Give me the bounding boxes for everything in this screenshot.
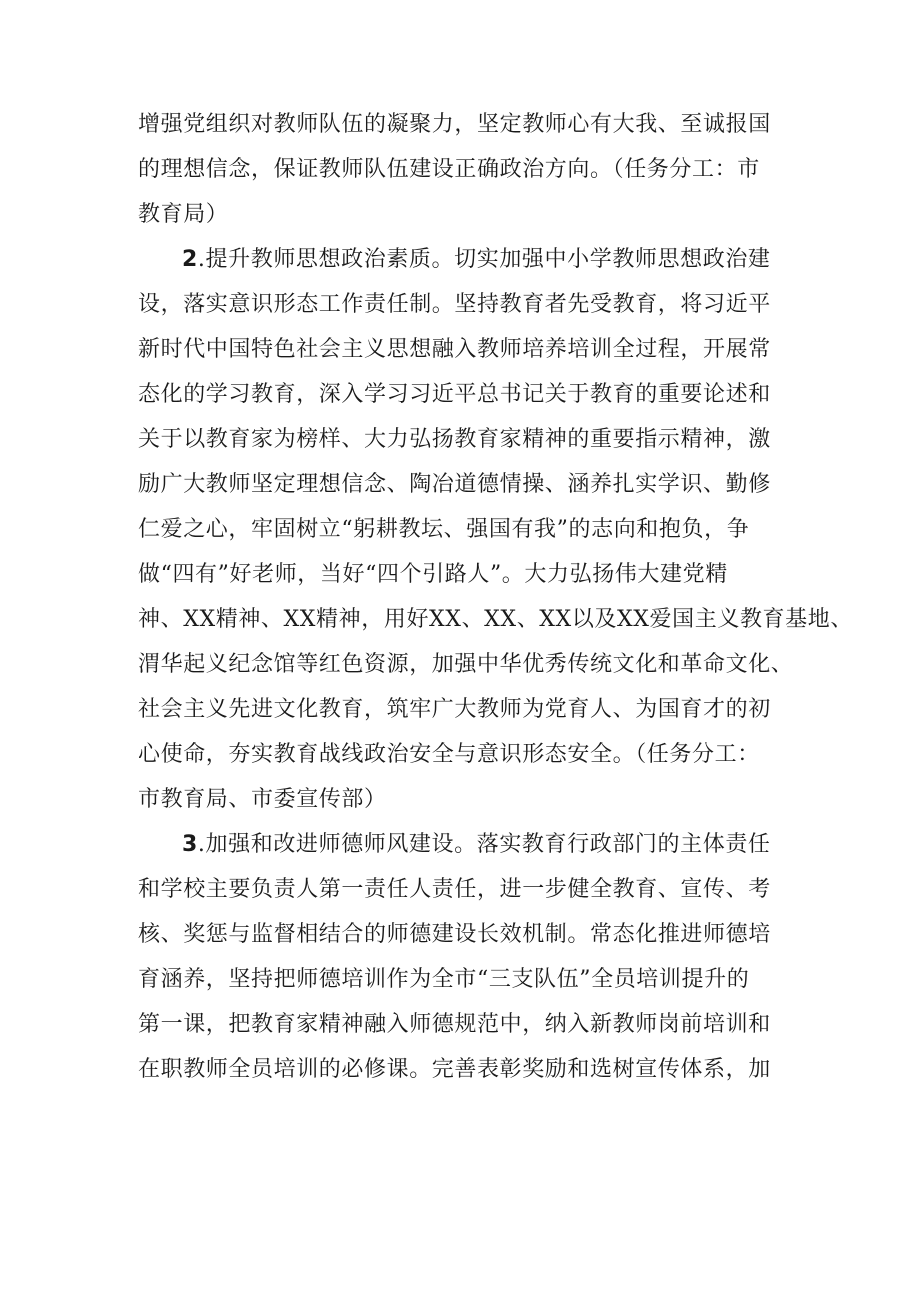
text-line: 励广大教师坚定理想信念、陶冶道德情操、涵养扎实学识、勤修: [138, 472, 771, 497]
text-line: 第一课，把教育家精神融入师德规范中，纳入新教师岗前培训和: [138, 1012, 771, 1037]
text-line: 新时代中国特色社会主义思想融入教师培养培训全过程，开展常: [138, 337, 771, 362]
paragraph-3: [138, 822, 794, 1092]
text-line: 的理想信念，保证教师队伍建设正确政治方向。（任务分工：市: [138, 157, 760, 182]
text-line: 增强党组织对教师队伍的凝聚力，坚定教师心有大我、至诚报国: [138, 112, 771, 137]
text-line: 育涵养，坚持把师德培训作为全市“三支队伍”全员培训提升的: [138, 967, 750, 992]
text-line: .提升教师思想政治素质。切实加强中小学教师思想政治建: [197, 247, 771, 272]
text-line: 做“四有”好老师，当好“四个引路人”。大力弘扬伟大建党精: [138, 562, 728, 587]
paragraph-heading-line: [138, 237, 794, 282]
text-line: 教育局）: [138, 202, 229, 227]
text-line: .加强和改进师德师风建设。落实教育行政部门的主体责任: [197, 832, 771, 857]
paragraph-number: 2: [182, 247, 198, 272]
paragraph-2: [138, 237, 853, 822]
text-line: 设，落实意识形态工作责任制。坚持教育者先受教育，将习近平: [138, 292, 771, 317]
text-line: 市教育局、市委宣传部）: [138, 787, 387, 812]
text-line: 社会主义先进文化教育，筑牢广大教师为党育人、为国育才的初: [138, 697, 771, 722]
text-line: 态化的学习教育，深入学习习近平总书记关于教育的重要论述和: [138, 382, 771, 407]
text-line: 和学校主要负责人第一责任人责任，进一步健全教育、宣传、考: [138, 877, 771, 902]
paragraph-number: 3: [182, 832, 198, 857]
text-line: 关于以教育家为榜样、大力弘扬教育家精神的重要指示精神，激: [138, 427, 771, 452]
text-line: 在职教师全员培训的必修课。完善表彰奖励和选树宣传体系，加: [138, 1057, 771, 1082]
text-line: 心使命，夯实教育战线政治安全与意识形态安全。（任务分工：: [138, 742, 760, 767]
text-line: 核、奖惩与监督相结合的师德建设长效机制。常态化推进师德培: [138, 922, 771, 947]
paragraph-heading-line: [138, 822, 794, 867]
text-line: 仁爱之心，牢固树立“躬耕教坛、强国有我”的志向和抱负，争: [138, 517, 750, 542]
text-line: 神、XX精神、XX精神，用好XX、XX、XX以及XX爱国主义教育基地、: [138, 607, 853, 632]
text-line: 渭华起义纪念馆等红色资源，加强中华优秀传统文化和革命文化、: [138, 652, 794, 677]
document-body: [138, 102, 853, 1092]
paragraph-1: [138, 102, 794, 237]
